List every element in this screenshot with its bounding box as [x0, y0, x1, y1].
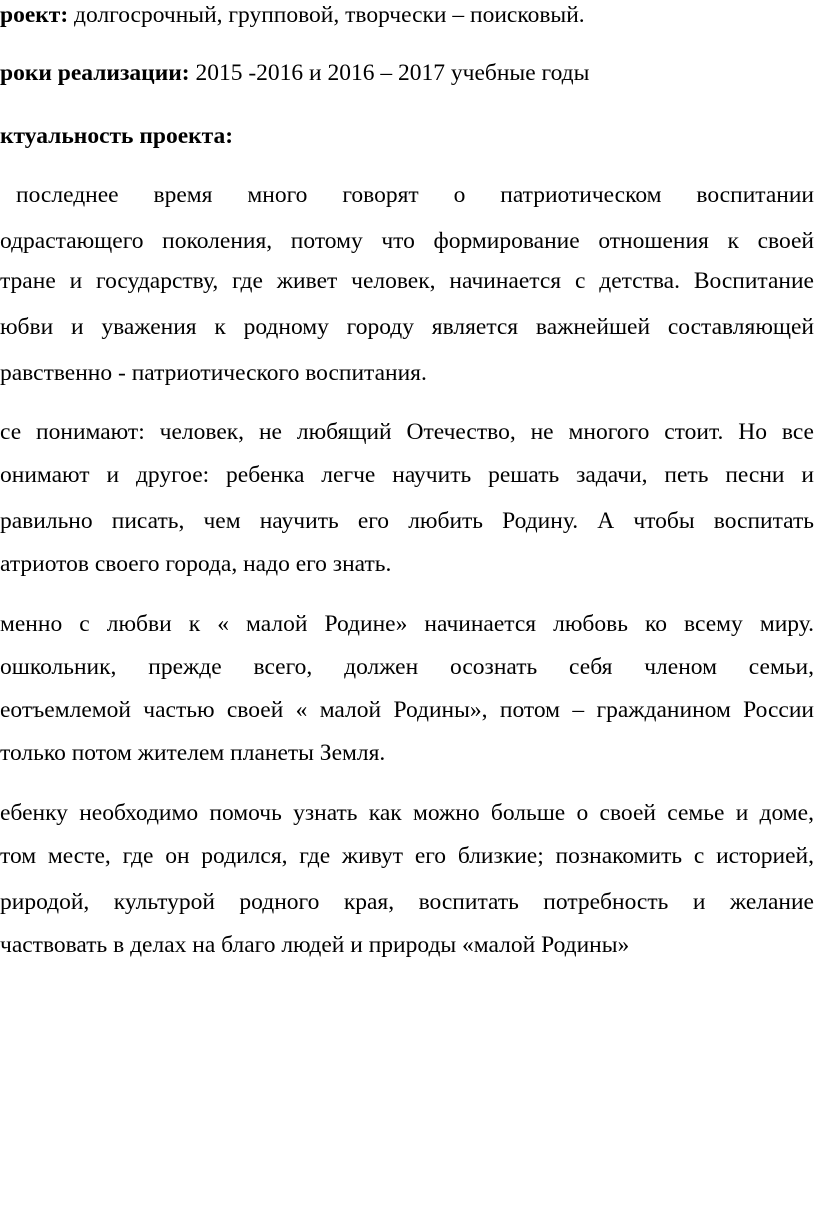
project-dates-value: 2015 -2016 и 2016 – 2017 учебные годы: [189, 60, 590, 86]
paragraph-line: ебенку необходимо помочь узнать как можно больше о своей семье и доме,: [0, 800, 814, 826]
section-heading: ктуальность проекта:: [0, 123, 234, 149]
paragraph-line: еотъемлемой частью своей « малой Родины», потом – гражданином России: [0, 697, 814, 723]
project-type-label: роект:: [0, 2, 69, 28]
paragraph-line: одрастающего поколения, потому что формирование отношения к своей: [0, 228, 814, 254]
paragraph-line: ошкольник, прежде всего, должен осознать себя членом семьи,: [0, 654, 814, 680]
paragraph-line: онимают и другое: ребенка легче научить решать задачи, петь песни и: [0, 462, 814, 488]
paragraph-line: равильно писать, чем научить его любить Родину. А чтобы воспитать: [0, 508, 814, 534]
project-type-value: долгосрочный, групповой, творчески – поисковый.: [68, 2, 585, 28]
paragraph-line: том месте, где он родился, где живут его близкие; познакомить с историей,: [0, 843, 814, 869]
project-dates-line: [0, 58, 814, 88]
paragraph-line: равственно - патриотического воспитания.: [0, 360, 427, 386]
paragraph-line: частвовать в делах на благо людей и природы «малой Родины»: [0, 932, 630, 958]
project-type-line: [0, 0, 814, 30]
paragraph-line: се понимают: человек, не любящий Отечество, не многого стоит. Но все: [0, 419, 814, 445]
paragraph-line: последнее время много говорят о патриотическом воспитании: [16, 182, 814, 208]
paragraph-line: только потом жителем планеты Земля.: [0, 740, 386, 766]
project-dates-label: роки реализации:: [0, 60, 190, 86]
paragraph-line: менно с любви к « малой Родине» начинается любовь ко всему миру.: [0, 611, 814, 637]
paragraph-line: атриотов своего города, надо его знать.: [0, 551, 392, 577]
paragraph-line: риродой, культурой родного края, воспитать потребность и желание: [0, 889, 814, 915]
paragraph-line: тране и государству, где живет человек, начинается с детства. Воспитание: [0, 268, 814, 294]
paragraph-line: юбви и уважения к родному городу является важнейшей составляющей: [0, 314, 814, 340]
